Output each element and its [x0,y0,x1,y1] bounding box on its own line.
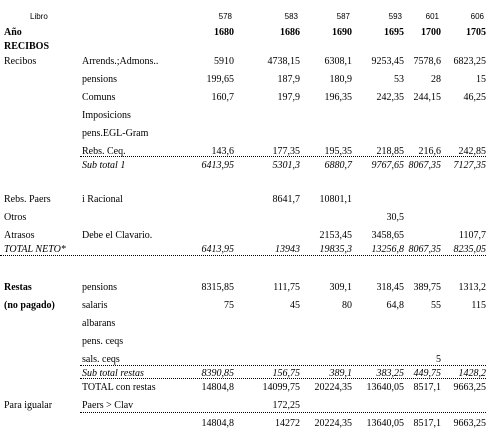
row-label: Imposicions [82,110,131,121]
table-cell-value: 80 [342,300,352,311]
row-group-label: (no pagado) [4,300,55,311]
row-group-label: Recibos [4,56,37,67]
table-cell-value: 7127,35 [453,160,486,171]
row-label: Debe el Clavario. [82,230,153,241]
table-cell-value: 115 [471,300,486,311]
row-divider [80,156,486,157]
table-cell-value: 2153,45 [319,230,352,241]
table-cell-value: 13640,05 [366,382,404,393]
year-header: 1690 [332,27,352,38]
table-cell-value: 75 [224,300,234,311]
row-label: Paers > Clav [82,400,134,411]
row-label: pens. ceqs [82,336,124,347]
libro-number: 578 [218,12,232,21]
table-cell-value: 45 [290,300,300,311]
year-header: 1695 [384,27,404,38]
table-cell-value: 196,35 [324,92,352,103]
table-cell-value: 7578,6 [413,56,441,67]
table-cell-value: 8235,05 [453,244,486,255]
recibos-section-title: RECIBOS [4,41,50,52]
table-cell-value: 6308,1 [324,56,352,67]
table-cell-value: 6880,7 [324,160,352,171]
row-label: salaris [82,300,108,311]
table-cell-value: 9253,45 [371,56,404,67]
table-cell-value: 5910 [214,56,234,67]
table-cell-value: 242,35 [376,92,404,103]
libro-number: 583 [284,12,298,21]
table-cell-value: 180,9 [329,74,352,85]
table-cell-value: 13640,05 [366,418,404,429]
table-cell-value: 14804,8 [201,382,234,393]
row-group-label: TOTAL NETO* [4,244,66,255]
row-label: Comuns [82,92,116,103]
table-cell-value: 187,9 [277,74,300,85]
row-label: albarans [82,318,116,329]
table-cell-value: 177,35 [272,146,300,157]
table-cell-value: 8641,7 [272,194,300,205]
row-divider [80,365,486,366]
table-cell-value: 172,25 [272,400,300,411]
row-divider [80,412,486,413]
table-cell-value: 216,6 [418,146,441,157]
libro-number: 601 [425,12,439,21]
table-cell-value: 64,8 [386,300,404,311]
libro-number: 606 [470,12,484,21]
table-cell-value: 1313,2 [458,282,486,293]
table-cell-value: 9663,25 [453,418,486,429]
table-cell-value: 218,85 [376,146,404,157]
table-cell-value: 8315,85 [201,282,234,293]
table-cell-value: 13256,8 [371,244,404,255]
table-cell-value: 15 [476,74,486,85]
row-group-label: Atrasos [4,230,35,241]
table-cell-value: 5301,3 [272,160,300,171]
table-cell-value: 9663,25 [453,382,486,393]
table-cell-value: 6413,95 [201,244,234,255]
table-cell-value: 195,35 [324,146,352,157]
table-cell-value: 28 [431,74,441,85]
row-label: Rebs. Ceq. [82,146,126,157]
row-label: Sub total restas [82,368,144,379]
row-group-label: Para igualar [4,400,53,411]
table-cell-value: 8390,85 [201,368,234,379]
table-cell-value: 14804,8 [201,418,234,429]
year-header: 1705 [466,27,486,38]
table-cell-value: 160,7 [211,92,234,103]
table-cell-value: 5 [436,354,441,365]
table-cell-value: 389,75 [413,282,441,293]
row-label: pensions [82,74,117,85]
row-label: sals. ceqs [82,354,120,365]
table-cell-value: 318,45 [376,282,404,293]
row-label: TOTAL con restas [82,382,156,393]
year-header: 1700 [421,27,441,38]
year-header: 1680 [214,27,234,38]
table-cell-value: 20224,35 [314,418,352,429]
table-cell-value: 14099,75 [262,382,300,393]
table-cell-value: 10801,1 [319,194,352,205]
table-cell-value: 389,1 [329,368,352,379]
table-cell-value: 197,9 [277,92,300,103]
table-cell-value: 4738,15 [267,56,300,67]
table-cell-value: 199,65 [206,74,234,85]
libro-label: Libro [30,12,48,21]
table-cell-value: 383,25 [376,368,404,379]
table-cell-value: 156,75 [272,368,300,379]
table-cell-value: 449,75 [413,368,441,379]
table-cell-value: 8517,1 [413,382,441,393]
table-cell-value: 8517,1 [413,418,441,429]
table-cell-value: 8067,35 [408,244,441,255]
anio-label: Año [4,27,22,38]
libro-number: 587 [336,12,350,21]
table-cell-value: 6413,95 [201,160,234,171]
table-cell-value: 309,1 [329,282,352,293]
table-cell-value: 30,5 [386,212,404,223]
row-label: i Racional [82,194,123,205]
table-cell-value: 9767,65 [371,160,404,171]
table-cell-value: 14272 [275,418,300,429]
table-cell-value: 19835,3 [319,244,352,255]
table-cell-value: 6823,25 [453,56,486,67]
table-cell-value: 53 [394,74,404,85]
table-cell-value: 46,25 [463,92,486,103]
row-label: Sub total 1 [82,160,126,171]
table-cell-value: 55 [431,300,441,311]
year-header: 1686 [280,27,300,38]
row-group-label: Restas [4,282,32,293]
row-label: Arrends.;Admons.. [82,56,159,67]
table-cell-value: 1428,2 [458,368,486,379]
table-cell-value: 111,75 [273,282,300,293]
table-cell-value: 244,15 [413,92,441,103]
table-cell-value: 3458,65 [371,230,404,241]
libro-number: 593 [388,12,402,21]
row-group-label: Rebs. Paers [4,194,51,205]
row-group-label: Otros [4,212,27,223]
table-cell-value: 1107,7 [458,230,486,241]
table-cell-value: 8067,35 [408,160,441,171]
row-label: pensions [82,282,117,293]
table-cell-value: 242,85 [458,146,486,157]
row-divider [80,378,486,379]
table-cell-value: 143,6 [211,146,234,157]
row-label: pens.EGL-Gram [82,128,149,139]
table-cell-value: 13943 [275,244,300,255]
row-divider [0,255,486,256]
table-cell-value: 20224,35 [314,382,352,393]
